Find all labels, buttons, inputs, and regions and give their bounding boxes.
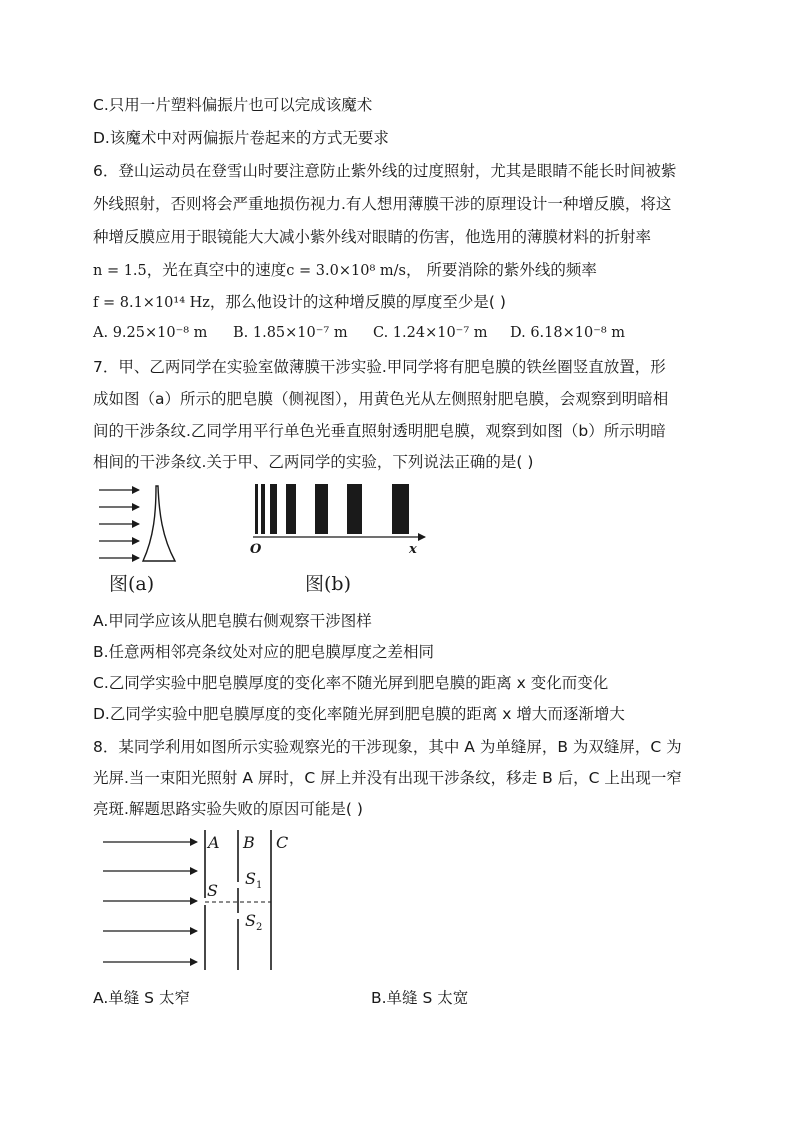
q6-option-d: D. 6.18×10⁻⁸ m [510,325,626,341]
refractive-index-formula: n = 1.5 [93,263,147,279]
fringe [315,484,328,534]
q8-stem-line-3: 亮斑.解题思路实验失败的原因可能是( ) [93,800,363,818]
q7-option-b: B.任意两相邻亮条纹处对应的肥皂膜厚度之差相同 [93,643,435,661]
q7-stem-line-3: 间的干涉条纹.乙同学用平行单色光垂直照射透明肥皂膜，观察到如图（b）所示明暗 [93,422,666,440]
q6-text: ，那么他设计的这种增反膜的厚度至少是( ) [209,293,506,311]
figure-a-caption: 图(a) [109,573,155,595]
q6-stem-line-3: 种增反膜应用于眼镜能大大减小紫外线对眼睛的伤害，他选用的薄膜材料的折射率 [93,228,652,246]
figure-b-caption: 图(b) [305,573,351,595]
label-s2: $S_2$ [245,911,263,933]
figure-a-soap-film [95,482,195,597]
q6-text: ， 所要消除的紫外线的频率 [405,261,597,279]
fringe [255,484,258,534]
q7-stem-line-2: 成如图（a）所示的肥皂膜（侧视图），用黄色光从左侧照射肥皂膜，会观察到明暗相 [93,390,669,408]
q8-option-a: A.单缝 S 太窄 [93,989,190,1007]
label-s: S [207,881,218,900]
q6-stem-line-4 [93,260,597,281]
fringe [392,484,409,534]
figure-q8-slits [95,826,305,976]
fringe [270,484,277,534]
q6-option-b: B. 1.85×10⁻⁷ m [233,325,348,341]
q6-option-c: C. 1.24×10⁻⁷ m [373,325,488,341]
q7-option-a: A.甲同学应该从肥皂膜右侧观察干涉图样 [93,612,372,630]
q8-option-b: B.单缝 S 太宽 [371,989,469,1007]
q8-stem-line-1: 8．某同学利用如图所示实验观察光的干涉现象，其中 A 为单缝屏，B 为双缝屏，C 为 [93,738,682,756]
figure-b-fringes [245,482,435,597]
x-axis-label: x [409,542,417,557]
q6-options [93,323,693,343]
q8-stem-line-2: 光屏.当一束阳光照射 A 屏时，C 屏上并没有出现干涉条纹，移走 B 后，C 上出现一窄 [93,769,682,787]
q6-text: ，光在真空中的速度 [146,261,287,279]
q6-stem-line-5 [93,292,506,313]
q5-option-c: C.只用一片塑料偏振片也可以完成该魔术 [93,96,373,114]
q6-stem-line-2: 外线照射，否则将会严重地损伤视力.有人想用薄膜干涉的原理设计一种增反膜，将这 [93,195,672,213]
q8-options [93,988,693,1008]
q5-option-d: D.该魔术中对两偏振片卷起来的方式无要求 [93,129,389,147]
label-b: B [243,833,255,852]
fringe [261,484,265,534]
q6-stem-line-1: 6．登山运动员在登雪山时要注意防止紫外线的过度照射，尤其是眼睛不能长时间被紫 [93,162,677,180]
q6-option-a: A. 9.25×10⁻⁸ m [93,325,208,341]
fringe [347,484,362,534]
label-a: A [208,833,220,852]
q7-option-c: C.乙同学实验中肥皂膜厚度的变化率不随光屏到肥皂膜的距离 x 变化而变化 [93,674,609,692]
frequency-formula: f = 8.1×10¹⁴ Hz [93,295,210,311]
light-speed-formula: c = 3.0×10⁸ m/s [286,263,406,279]
q7-stem-line-4: 相间的干涉条纹.关于甲、乙两同学的实验，下列说法正确的是( ) [93,453,534,471]
label-c: C [276,833,289,852]
origin-label: O [250,542,262,557]
q7-option-d: D.乙同学实验中肥皂膜厚度的变化率随光屏到肥皂膜的距离 x 增大而逐渐增大 [93,705,625,723]
q7-stem-line-1: 7．甲、乙两同学在实验室做薄膜干涉实验.甲同学将有肥皂膜的铁丝圈竖直放置，形 [93,358,666,376]
label-s1: $S_1$ [245,869,263,891]
fringe [286,484,296,534]
